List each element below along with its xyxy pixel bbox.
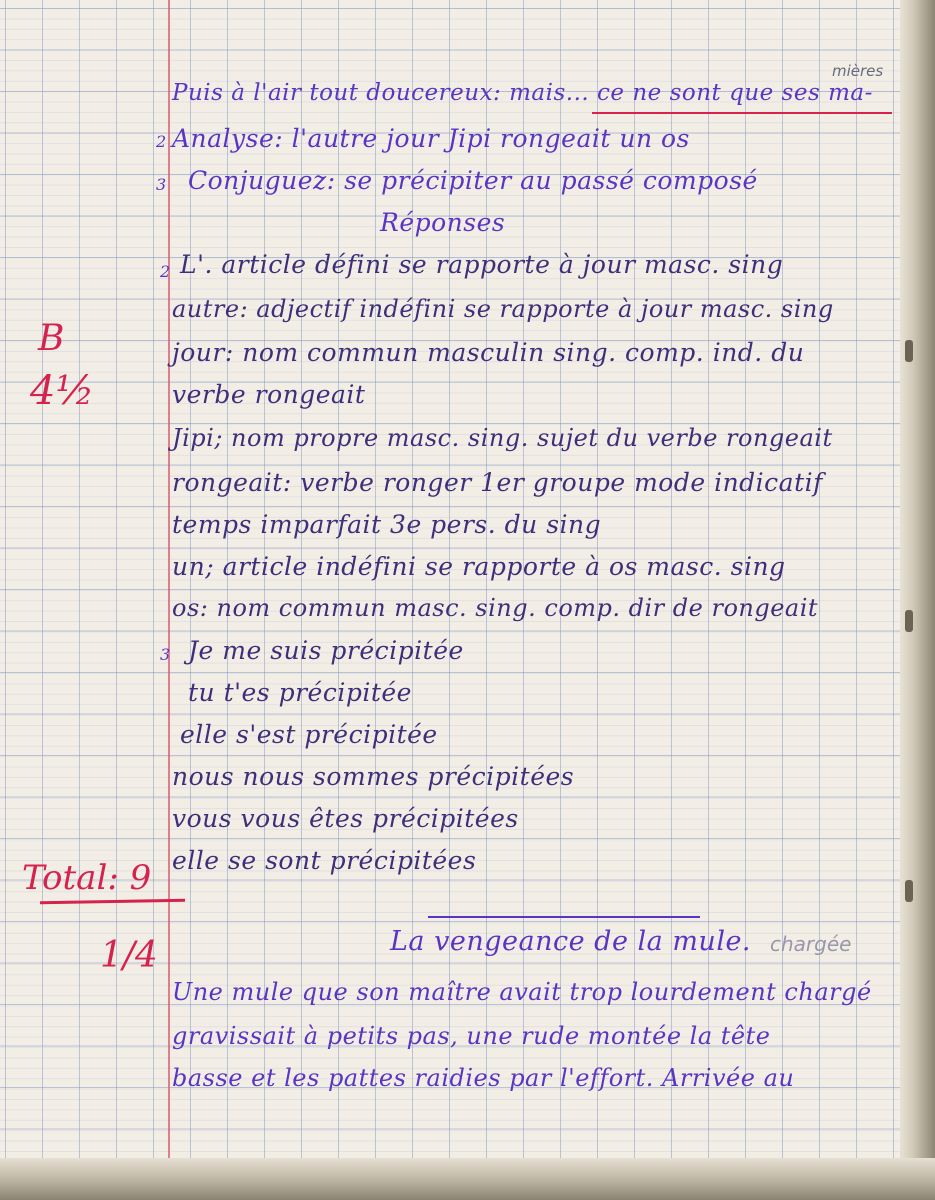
- conjugation-line-2: tu t'es précipitée: [188, 678, 412, 707]
- response-line-4: verbe rongeait: [172, 380, 366, 409]
- conjugation-line-5: vous vous êtes précipitées: [172, 804, 519, 833]
- response-number-2: 2: [160, 262, 171, 281]
- total-underline: [40, 899, 185, 905]
- grade-letter: B: [38, 318, 65, 359]
- margin-correction: mières: [832, 62, 884, 80]
- text-line-2: Analyse: l'autre jour Jipi rongeait un os: [172, 124, 690, 153]
- binding-hole: [905, 610, 913, 632]
- text-line-3: Conjuguez: se précipiter au passé composé: [188, 166, 758, 195]
- response-line-9: os: nom commun masc. sing. comp. dir de rongeait: [172, 594, 819, 622]
- response-line-2: autre: adjectif indéfini se rapporte à jour masc. sing: [172, 295, 834, 323]
- exercise-number-2: 2: [156, 132, 167, 151]
- text-line-1: Puis à l'air tout doucereux: mais... ce ne sont que ses ma-: [172, 80, 873, 106]
- conjugation-line-1: Je me suis précipitée: [188, 636, 464, 665]
- response-number-3: 3: [160, 645, 171, 664]
- title-rule: [428, 916, 700, 918]
- conjugation-line-6: elle se sont précipitées: [172, 846, 477, 875]
- binding-hole: [905, 340, 913, 362]
- margin-line: [168, 0, 170, 1200]
- responses-heading: Réponses: [380, 208, 506, 237]
- red-underline: [592, 112, 892, 114]
- story-line-2: gravissait à petits pas, une rude montée la tête: [172, 1022, 771, 1050]
- response-line-3: jour: nom commun masculin sing. comp. ind. du: [172, 338, 805, 367]
- response-line-7: temps imparfait 3e pers. du sing: [172, 510, 602, 539]
- conjugation-line-4: nous nous sommes précipitées: [172, 762, 575, 791]
- story-title: La vengeance de la mule.: [390, 926, 752, 957]
- total-score: Total: 9: [22, 858, 152, 898]
- response-line-1: L'. article défini se rapporte à jour masc. sing: [180, 250, 784, 279]
- binding-hole: [905, 880, 913, 902]
- response-line-5: Jipi; nom propre masc. sing. sujet du verbe rongeait: [172, 424, 833, 452]
- response-line-6: rongeait: verbe ronger 1er groupe mode indicatif: [172, 468, 823, 497]
- story-correction: chargée: [770, 932, 852, 956]
- story-line-1: Une mule que son maître avait trop lourdement chargé: [172, 978, 872, 1006]
- conjugation-line-3: elle s'est précipitée: [180, 720, 438, 749]
- notebook-binding: [900, 0, 935, 1200]
- story-line-3: basse et les pattes raidies par l'effort. Arrivée au: [172, 1064, 795, 1092]
- page-bottom-edge: [0, 1158, 935, 1200]
- second-score: 1/4: [100, 935, 158, 976]
- response-line-8: un; article indéfini se rapporte à os masc. sing: [172, 552, 786, 581]
- grade-score: 4½: [30, 368, 95, 414]
- exercise-number-3: 3: [156, 175, 167, 194]
